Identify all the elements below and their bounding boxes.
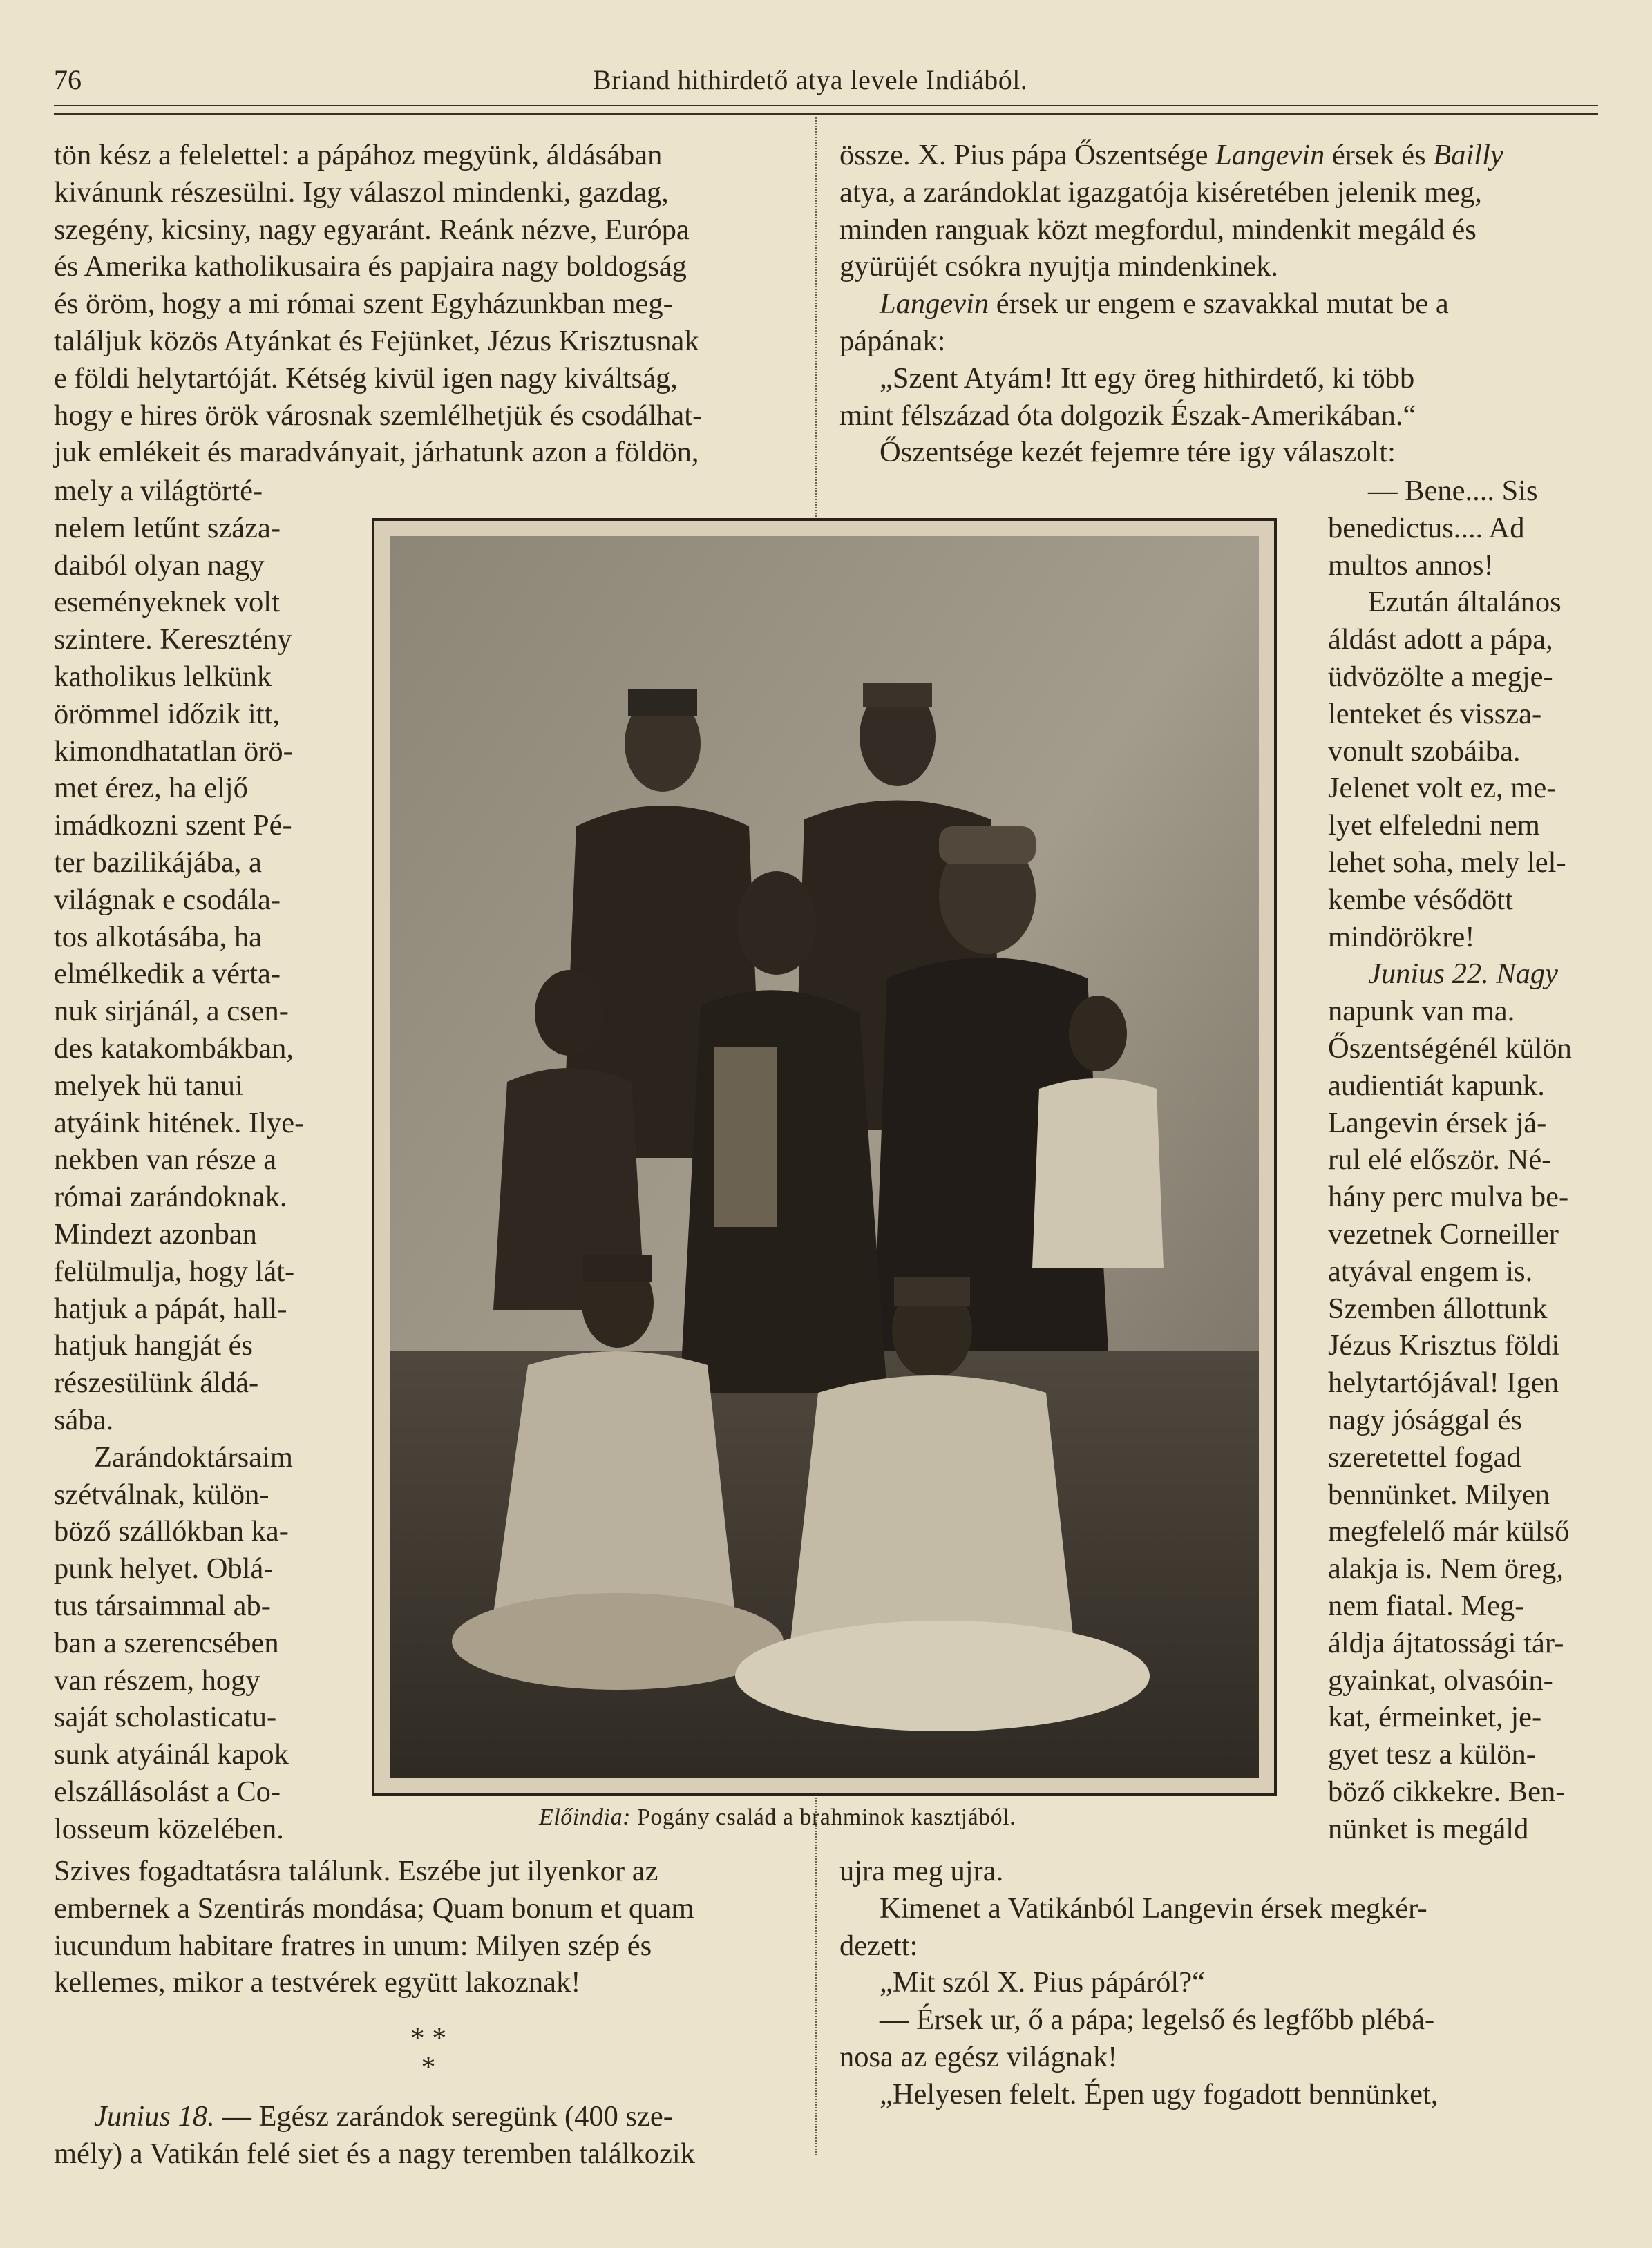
text-line: eseményeknek volt [54, 586, 280, 619]
left-column-top [54, 137, 800, 471]
running-title: Briand hithirdető atya levele Indiából. [593, 64, 1028, 95]
text-line: Őszentsége kezét fejemre tére igy válaszolt: [880, 436, 1396, 469]
text-line: benedictus.... Ad [1328, 511, 1525, 544]
text-line: juk emlékeit és maradványait, járhatunk azon a földön, [54, 436, 699, 469]
text-line: Szives fogadtatásra találunk. Eszébe jut ilyenkor az [54, 1855, 658, 1887]
text-line: nelem letűnt száza- [54, 511, 281, 544]
caption-text: Pogány család a brahminok kasztjából. [630, 1804, 1016, 1830]
text-line: szintere. Keresztény [54, 623, 292, 656]
text-line: atya, a zarándoklat igazgatója kiséretében jelenik meg, [839, 175, 1482, 209]
page-header [54, 64, 1598, 105]
text-line: Zarándoktársaim [94, 1440, 293, 1474]
text-line: világnak e csodála- [54, 883, 281, 916]
text-line: kat, érmeinket, je- [1328, 1701, 1542, 1734]
text-line: vonult szobáiba. [1328, 734, 1521, 768]
text-line: vezetnek Corneiller [1328, 1217, 1559, 1250]
asterisks-bottom: * [421, 2052, 436, 2084]
text-line: Jelenet volt ez, me- [1328, 772, 1557, 805]
text-line: örömmel időzik itt, [54, 697, 280, 730]
text-line: elmélkedik a vérta- [54, 958, 281, 991]
text-line: tus társaimmal ab- [54, 1589, 271, 1622]
text-line: dezett: [839, 1929, 918, 1962]
text-line: atyáink hitének. Ilye- [54, 1106, 305, 1139]
text-line: mély) a Vatikán felé siet és a nagy teremben találkozik [54, 2137, 695, 2170]
text-line: nosa az egész világnak! [839, 2040, 1118, 2073]
text-line: szegény, kicsiny, nagy egyaránt. Reánk nézve, Európa [54, 213, 690, 246]
text-line: kivánunk részesülni. Igy válaszol mindenki, gazdag, [54, 175, 669, 209]
text-line: minden ranguak közt megfordul, mindenkit megáld és [839, 213, 1477, 246]
text-line: kembe vésődött [1328, 883, 1513, 916]
text-line: hatjuk hangját és [54, 1329, 253, 1362]
text-line: multos annos! [1328, 549, 1494, 582]
text-line: melyek hü tanui [54, 1069, 243, 1102]
text-line: van részem, hogy [54, 1664, 260, 1697]
text-line: mely a világtörté- [54, 475, 263, 507]
left-column-narrow [54, 473, 313, 1847]
text-line: „Helyesen felelt. Épen ugy fogadott bennünket, [880, 2077, 1439, 2111]
text-line: elszállásolást a Co- [54, 1775, 281, 1808]
text-line: Ezután általános [1368, 586, 1561, 619]
text-line: Őszentségénél külön [1328, 1031, 1572, 1065]
text-line: hatjuk a pápát, hall- [54, 1292, 287, 1325]
text-line: tos alkotásába, ha [54, 920, 262, 953]
text-line: gyet tesz a külön- [1328, 1738, 1536, 1771]
text-line: Langevin érsek já- [1328, 1106, 1547, 1139]
text-line: nekben van része a [54, 1143, 277, 1177]
text-line: össze. X. Pius pápa Őszentsége Langevin érsek és Bailly [839, 139, 1503, 171]
header-double-rule [54, 105, 1598, 115]
text-line: punk helyet. Oblá- [54, 1552, 274, 1585]
text-line: e földi helytartóját. Kétség kivül igen nagy kiváltság, [54, 361, 678, 394]
text-line: ban a szerencsében [54, 1626, 279, 1659]
text-line: áldást adott a pápa, [1328, 623, 1553, 656]
text-line: üdvözölte a megje- [1328, 660, 1553, 693]
photo-caption [539, 1804, 1126, 1831]
text-line: hány perc mulva be- [1328, 1181, 1569, 1214]
left-column-final [54, 2098, 800, 2173]
right-column-narrow [1328, 473, 1599, 1847]
text-line: sába. [54, 1403, 114, 1436]
text-line: saját scholasticatu- [54, 1701, 277, 1734]
text-line: alakja is. Nem öreg, [1328, 1552, 1564, 1585]
text-line: Jézus Krisztus földi [1328, 1329, 1560, 1362]
text-line: mint félszázad óta dolgozik Észak-Amerikában.“ [839, 399, 1416, 432]
text-line: imádkozni szent Pé- [54, 809, 292, 842]
text-line: lehet soha, mely lel- [1328, 846, 1566, 879]
text-line: — Bene.... Sis [1368, 475, 1538, 507]
left-column-bottom [54, 1853, 800, 2001]
text-line: Kimenet a Vatikánból Langevin érsek megkér- [880, 1892, 1427, 1925]
right-column-top [839, 137, 1598, 471]
text-line: napunk van ma. [1328, 995, 1515, 1028]
text-line: helytartójával! Igen [1328, 1366, 1559, 1400]
photograph-image [390, 536, 1259, 1778]
page-number: 76 [54, 64, 82, 95]
text-line: tön kész a felelettel: a pápához megyünk, áldásában [54, 139, 663, 171]
text-line: felülmulja, hogy lát- [54, 1255, 295, 1288]
text-line: pápának: [839, 324, 946, 357]
text-line: „Szent Atyám! Itt egy öreg hithirdető, ki több [880, 361, 1415, 394]
text-line: atyával engem is. [1328, 1255, 1533, 1288]
text-line: római zarándoknak. [54, 1181, 287, 1214]
text-line: lenteket és vissza- [1328, 697, 1542, 730]
text-line: — Érsek ur, ő a pápa; legelső és legfőbb plébá- [880, 2003, 1435, 2037]
text-line: szétválnak, külön- [54, 1478, 269, 1511]
caption-place: Előindia: [539, 1804, 631, 1830]
text-line: daiból olyan nagy [54, 549, 265, 582]
text-line: találjuk közös Atyánkat és Fejünket, Jézus Krisztusnak [54, 324, 699, 357]
text-line: böző cikkekre. Ben- [1328, 1775, 1566, 1808]
text-line: nem fiatal. Meg- [1328, 1589, 1525, 1622]
text-line: nünket is megáld [1328, 1812, 1529, 1845]
text-line: rul elé először. Né- [1328, 1143, 1552, 1177]
text-line: Szemben állottunk [1328, 1292, 1548, 1325]
text-line: böző szállókban ka- [54, 1515, 289, 1548]
text-line: iucundum habitare fratres in unum: Milyen szép és [54, 1929, 652, 1962]
text-line: ujra meg ujra. [839, 1855, 1004, 1887]
text-line: áldja ájtatossági tár- [1328, 1626, 1564, 1659]
text-line: mindörökre! [1328, 920, 1475, 953]
text-line: katholikus lelkünk [54, 660, 272, 693]
text-line: szeretettel fogad [1328, 1440, 1521, 1474]
text-line: lyet elfeledni nem [1328, 809, 1540, 842]
text-line: Langevin érsek ur engem e szavakkal mutat be a [880, 287, 1449, 321]
text-line: embernek a Szentirás mondása; Quam bonum et quam [54, 1892, 694, 1925]
text-line: nagy jósággal és [1328, 1403, 1522, 1436]
text-line: Junius 22. Nagy [1368, 958, 1559, 991]
text-line: ter bazilikájába, a [54, 846, 262, 879]
text-line: megfelelő már külső [1328, 1515, 1570, 1548]
text-line: losseum közelében. [54, 1812, 284, 1845]
text-line: „Mit szól X. Pius pápáról?“ [880, 1966, 1205, 1999]
text-line: bennünket. Milyen [1328, 1478, 1550, 1511]
asterisks-top: * * [410, 2023, 447, 2055]
right-column-bottom [839, 1853, 1598, 2113]
text-line: gyainkat, olvasóin- [1328, 1664, 1553, 1697]
text-line: Junius 18. — Egész zarándok seregünk (400 sze- [94, 2100, 673, 2133]
text-line: met érez, ha eljő [54, 772, 248, 805]
text-line: gyürüjét csókra nyujtja mindenkinek. [839, 250, 1278, 283]
photograph-illustration [390, 536, 1259, 1778]
text-line: Mindezt azonban [54, 1217, 257, 1250]
text-line: és Amerika katholikusaira és papjaira nagy boldogság [54, 250, 687, 283]
text-line: kellemes, mikor a testvérek együtt lakoznak! [54, 1966, 581, 1999]
text-line: hogy e hires örök városnak szemlélhetjük és csodálhat- [54, 399, 703, 432]
family-photograph [372, 518, 1277, 1796]
text-line: és öröm, hogy a mi római szent Egyházunkban meg- [54, 287, 673, 321]
text-line: des katakombákban, [54, 1031, 294, 1065]
text-line: nuk sirjánál, a csen- [54, 995, 289, 1028]
text-line: részesülünk áldá- [54, 1366, 259, 1400]
text-line: sunk atyáinál kapok [54, 1738, 289, 1771]
section-divider-asterisks [325, 2024, 532, 2082]
text-line: kimondhatatlan örö- [54, 734, 293, 768]
text-line: audientiát kapunk. [1328, 1069, 1545, 1102]
